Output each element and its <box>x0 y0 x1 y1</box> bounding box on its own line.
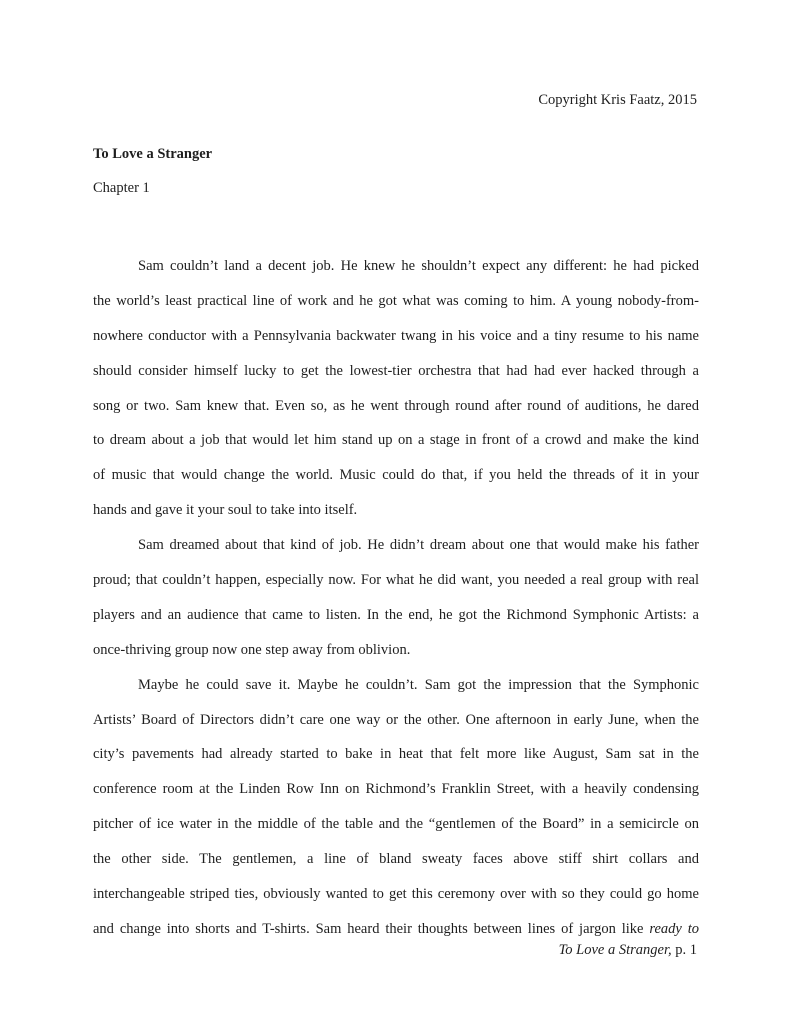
book-title: To Love a Stranger <box>93 146 213 162</box>
page-number: p. 1 <box>671 942 697 958</box>
paragraph-1-line-4: should consider himself lucky to get the lowest-tier orchestra that had had ever hacked through a <box>93 362 699 379</box>
paragraph-1-line-5: song or two. Sam knew that. Even so, as he went through round after round of auditions, he dared <box>93 397 699 414</box>
paragraph-3-line-2: Artists’ Board of Directors didn’t care one way or the other. One afternoon in early June, when the <box>93 711 699 728</box>
paragraph-2-line-2: proud; that couldn’t happen, especially now. For what he did want, you needed a real group with real <box>93 572 699 589</box>
paragraph-1-line-1: Sam couldn’t land a decent job. He knew he shouldn’t expect any different: he had picked <box>138 258 699 274</box>
paragraph-3-line-5: pitcher of ice water in the middle of the table and the “gentlemen of the Board” in a semicircle on <box>93 816 699 833</box>
chapter-heading: Chapter 1 <box>93 180 150 196</box>
paragraph-2-line-1: Sam dreamed about that kind of job. He didn’t dream about one that would make his father <box>138 537 699 554</box>
copyright-notice: Copyright Kris Faatz, 2015 <box>538 92 697 108</box>
paragraph-2-line-4: once-thriving group now one step away from oblivion. <box>93 641 411 658</box>
paragraph-1-line-6: to dream about a job that would let him stand up on a stage in front of a crowd and make the kind <box>93 432 699 449</box>
paragraph-3-line-4: conference room at the Linden Row Inn on Richmond’s Franklin Street, with a heavily condensing <box>93 781 699 798</box>
page-footer <box>559 942 697 959</box>
paragraph-3-line-7: interchangeable striped ties, obviously wanted to get this ceremony over with so they could go home <box>93 886 699 903</box>
paragraph-2-line-3: players and an audience that came to listen. In the end, he got the Richmond Symphonic Artists: a <box>93 606 699 623</box>
paragraph-1-line-3: nowhere conductor with a Pennsylvania backwater twang in his voice and a tiny resume to his name <box>93 327 699 344</box>
paragraph-3-line-1: Maybe he could save it. Maybe he couldn’t. Sam got the impression that the Symphonic <box>138 676 699 693</box>
paragraph-3-line-8-text: and change into shorts and T-shirts. Sam heard their thoughts between lines of jargon like <box>93 920 650 937</box>
body-text <box>93 249 699 947</box>
paragraph-3-line-6: the other side. The gentlemen, a line of bland sweaty faces above stiff shirt collars and <box>93 851 699 868</box>
paragraph-1-line-2: the world’s least practical line of work and he got what was coming to him. A young nobody-from- <box>93 292 699 309</box>
paragraph-1-line-8: hands and gave it your soul to take into itself. <box>93 502 358 519</box>
footer-title: To Love a Stranger, <box>558 942 672 958</box>
paragraph-3-line-3: city’s pavements had already started to bake in heat that felt more like August, Sam sat in the <box>93 746 699 763</box>
paragraph-1-line-7: of music that would change the world. Music could do that, if you held the threads of it in your <box>93 467 699 484</box>
paragraph-3-line-8-italic: ready to <box>649 920 699 937</box>
